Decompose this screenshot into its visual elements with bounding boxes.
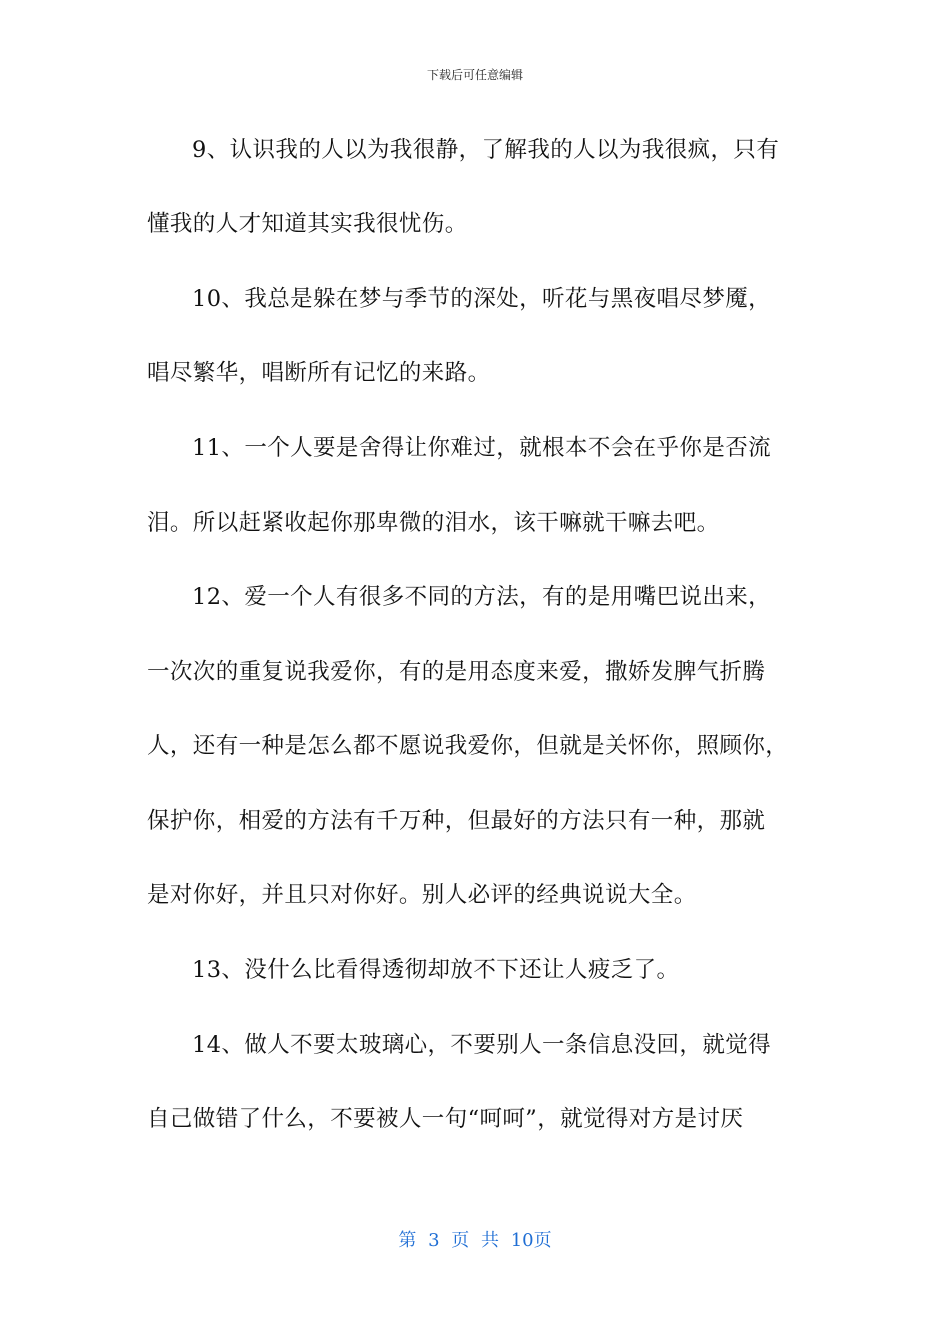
text-line: 人，还有一种是怎么都不愿说我爱你，但就是关怀你，照顾你， [147,733,789,759]
text-line: 一次次的重复说我爱你，有的是用态度来爱，撒娇发脾气折腾 [147,659,766,685]
text-line: 11、一个人要是舍得让你难过，就根本不会在乎你是否流 [192,435,772,461]
text-line: 9、认识我的人以为我很静，了解我的人以为我很疯，只有 [192,137,780,163]
text-line: 保护你，相爱的方法有千万种，但最好的方法只有一种，那就 [147,808,766,834]
text-line: 泪。所以赶紧收起你那卑微的泪水，该干嘛就干嘛去吧。 [147,510,720,536]
text-line: 懂我的人才知道其实我很忧伤。 [147,211,468,237]
header-note: 下载后可任意编辑 [426,68,523,82]
text-line: 13、没什么比看得透彻却放不下还让人疲乏了。 [192,957,680,983]
page-number: 第 3 页 共 10页 [398,1230,552,1251]
text-line: 10、我总是躲在梦与季节的深处，听花与黑夜唱尽梦魇， [192,286,772,312]
text-line: 14、做人不要太玻璃心，不要别人一条信息没回，就觉得 [192,1032,772,1058]
text-line: 自己做错了什么，不要被人一句“呵呵”，就觉得对方是讨厌 [147,1106,744,1132]
text-line: 是对你好，并且只对你好。别人必评的经典说说大全。 [147,882,697,908]
text-line: 12、爱一个人有很多不同的方法，有的是用嘴巴说出来， [192,584,772,610]
text-line: 唱尽繁华，唱断所有记忆的来路。 [147,360,491,386]
